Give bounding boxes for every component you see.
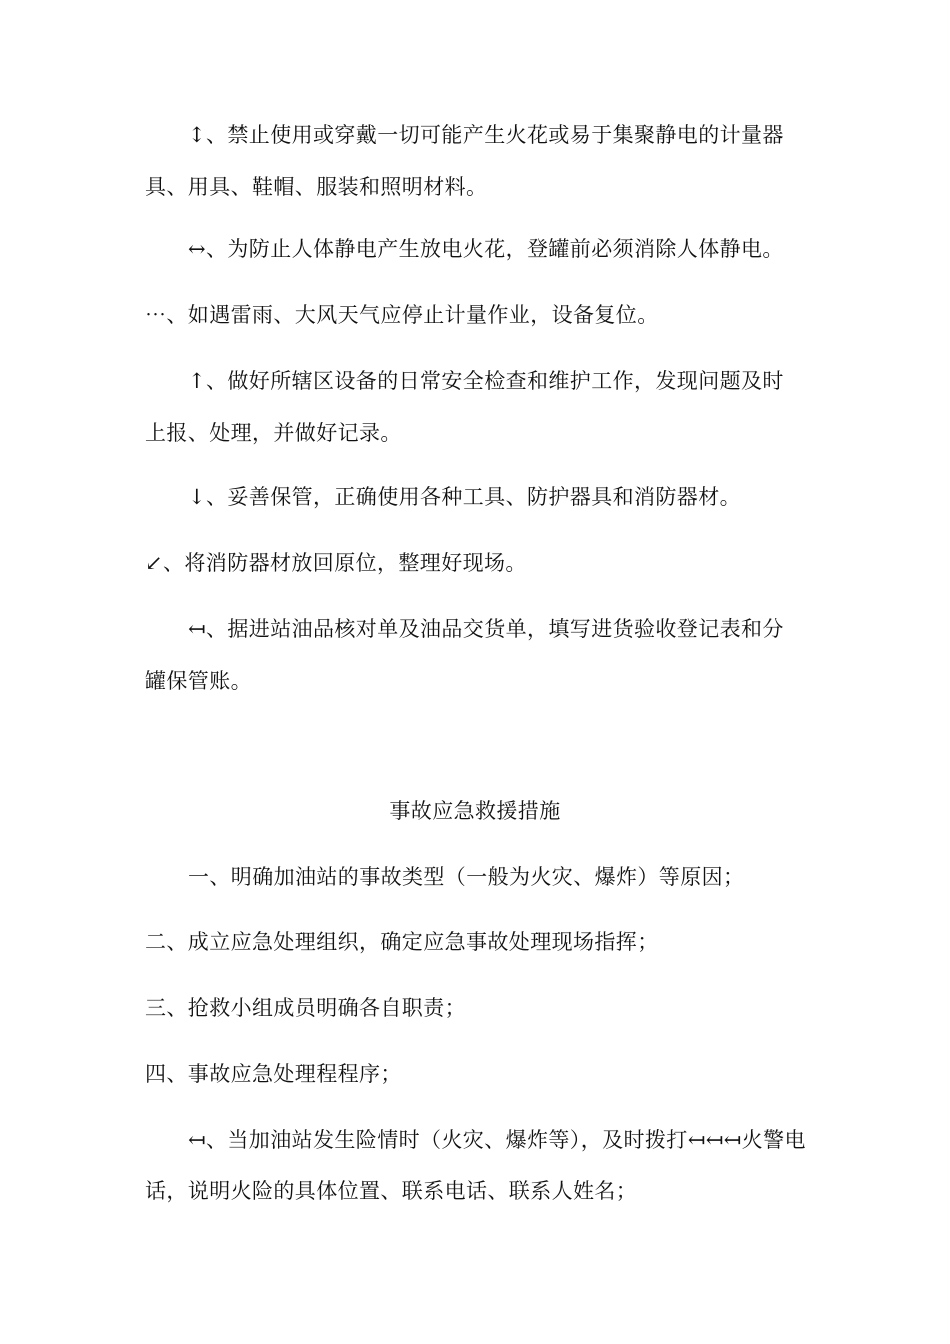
paragraph-line: 罐保管账。 <box>145 669 252 693</box>
paragraph-line: ↤、当加油站发生险情时（火灾、爆炸等），及时拨打↤↤↤火警电 <box>188 1128 806 1152</box>
paragraph-line: 上报、处理，并做好记录。 <box>145 421 402 445</box>
paragraph-line: ↙、将消防器材放回原位，整理好现场。 <box>145 551 527 575</box>
section-title: 事故应急救援措施 <box>389 799 561 823</box>
paragraph-line: ↕、禁止使用或穿戴一切可能产生火花或易于集聚静电的计量器 <box>188 123 784 147</box>
paragraph-line: 三、抢救小组成员明确各自职责； <box>145 996 466 1020</box>
paragraph-line: 具、用具、鞋帽、服装和照明材料。 <box>145 175 488 199</box>
paragraph-line: 一、明确加油站的事故类型（一般为火灾、爆炸）等原因； <box>188 865 745 889</box>
paragraph-line: ↑、做好所辖区设备的日常安全检查和维护工作，发现问题及时 <box>188 369 784 393</box>
paragraph-line: 二、成立应急处理组织，确定应急事故处理现场指挥； <box>145 930 659 954</box>
paragraph-line: 四、事故应急处理程程序； <box>145 1062 402 1086</box>
paragraph-line: 话，说明火险的具体位置、联系电话、联系人姓名； <box>145 1179 638 1203</box>
paragraph-line: ↤、据进站油品核对单及油品交货单，填写进货验收登记表和分 <box>188 617 784 641</box>
paragraph-line: ↓、妥善保管，正确使用各种工具、防护器具和消防器材。 <box>188 485 741 509</box>
paragraph-line: ⋯、如遇雷雨、大风天气应停止计量作业，设备复位。 <box>145 303 659 327</box>
paragraph-line: ↔、为防止人体静电产生放电火花，登罐前必须消除人体静电。 <box>188 237 784 261</box>
